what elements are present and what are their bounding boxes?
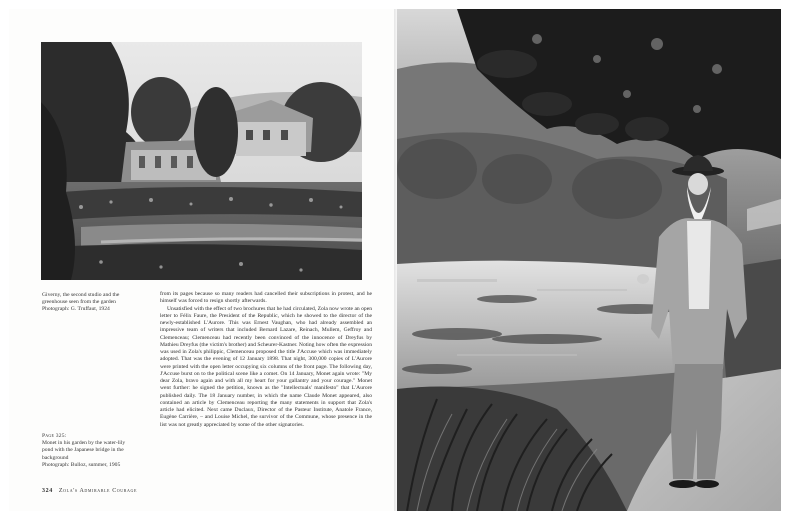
- caption-line: Photograph: G. Truffaut, 1924: [42, 306, 110, 313]
- caption-line: Monet in his garden by the water-lily: [42, 440, 126, 447]
- body-paragraph: from its pages because so many readers had cancelled their subscriptions in protest, and he himself was forced to resign shortly afterwards.: [160, 291, 372, 305]
- body-text-column: [160, 291, 372, 429]
- caption-line: pond with the Japanese bridge in the: [42, 447, 124, 454]
- caption-line: Photograph: Bulloz, summer, 1905: [42, 461, 121, 468]
- garden-photo-caption: [42, 292, 142, 314]
- garden-photo-image: [41, 42, 362, 280]
- left-page: [9, 9, 394, 511]
- caption-line: background: [42, 454, 69, 461]
- body-paragraph: Unsatisfied with the effect of two brochures that he had circulated, Zola now wrote an open letter to Félix Faure, the President of the Republic, which he showed to the director of the newly-established L'Aurore. This was Ernest Vaughan, who had already assembled an impressive team of writers that included Bernard Lazare, Reinach, Mullem, Geffroy and Clemenceau; Clemenceau had recently been convinced of the innocence of Dreyfus by Mathieu Dreyfus (the victim's brother) and Scheurer-Kastner. Noting how often the expression was used in Zola's philippic, Clemenceau proposed the title J'Accuse which was immediately adopted. That was the evening of 12 January 1898. That night, 300,000 copies of L'Aurore were printed with the open letter occupying six columns of the front page. The following day, J'Accuse burst on to the political scene like a comet. On 14 January, Monet again wrote: "My dear Zola, bravo again and with all my heart for your gallantry and your courage." Monet went further: he signed the petition, known as the "Intellectuals' manifesto" that L'Aurore published daily. The 18 January number, in which the name Claude Monet appeared, also contained an article by Clemenceau reporting the many statements in support that Zola's article had elicited. Next came Duclaux, Director of the Pasteur Institute, Anatole France, Eugène Carrière, – and Louise Michel, the survivor of the Commune, whose presence in the list was not greatly appreciated by some of the other signatories.: [160, 305, 372, 428]
- monet-pond-photograph: [397, 9, 781, 511]
- caption-line: Giverny, the second studio and the: [42, 292, 120, 298]
- facing-page-caption: [42, 433, 142, 469]
- caption-line: greenhouse seen from the garden: [42, 299, 116, 306]
- running-title: Zola's Admirable Courage: [58, 488, 138, 494]
- garden-photograph: [41, 42, 362, 280]
- running-footer: [42, 488, 137, 494]
- caption-heading: Page 325:: [42, 433, 67, 439]
- right-page: [397, 9, 781, 511]
- page-number: 324: [42, 488, 53, 494]
